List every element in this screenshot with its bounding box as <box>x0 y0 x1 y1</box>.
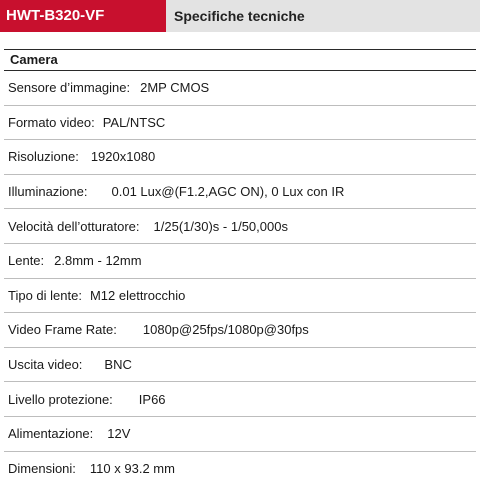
spec-row <box>4 348 476 383</box>
spec-row <box>4 452 476 486</box>
spec-label: Tipo di lente: <box>8 287 82 303</box>
spec-label: Alimentazione: <box>8 426 94 442</box>
spec-row <box>4 209 476 244</box>
section-header-camera: Camera <box>4 49 476 71</box>
spec-list <box>4 71 476 486</box>
spec-row <box>4 140 476 175</box>
spec-label: Dimensioni: <box>8 461 76 477</box>
spec-value: 0.01 Lux@(F1.2,AGC ON), 0 Lux con IR <box>111 184 345 200</box>
spec-label: Sensore d’immagine: <box>8 80 131 96</box>
spec-row <box>4 106 476 141</box>
spec-label: Formato video: <box>8 114 95 130</box>
spec-value: 2MP CMOS <box>140 80 210 96</box>
page-title: Specifiche tecniche <box>166 0 480 32</box>
spec-label: Lente: <box>8 253 45 269</box>
spec-value: 12V <box>107 426 131 442</box>
spec-row <box>4 313 476 348</box>
spec-label: Velocità dell’otturatore: <box>8 218 140 234</box>
spec-row <box>4 244 476 279</box>
spec-value: PAL/NTSC <box>102 114 166 130</box>
spec-label: Risoluzione: <box>8 149 79 165</box>
header-bar <box>0 0 480 32</box>
spec-value: IP66 <box>138 391 166 407</box>
spec-value: 2.8mm - 12mm <box>54 253 142 269</box>
model-name: HWT-B320-VF <box>0 0 166 32</box>
spec-value: M12 elettrocchio <box>89 287 186 303</box>
spec-value: 1/25(1/30)s - 1/50,000s <box>153 218 288 234</box>
spec-label: Livello protezione: <box>8 391 113 407</box>
spec-label: Illuminazione: <box>8 184 88 200</box>
spec-label: Video Frame Rate: <box>8 322 117 338</box>
spec-label: Uscita video: <box>8 357 83 373</box>
spec-row <box>4 175 476 210</box>
spec-row <box>4 279 476 314</box>
spec-row <box>4 71 476 106</box>
spec-value: BNC <box>104 357 132 373</box>
spec-value: 110 x 93.2 mm <box>89 461 175 477</box>
spec-row <box>4 382 476 417</box>
spec-value: 1920x1080 <box>90 149 156 165</box>
spec-value: 1080p@25fps/1080p@30fps <box>142 322 309 338</box>
spec-row <box>4 417 476 452</box>
